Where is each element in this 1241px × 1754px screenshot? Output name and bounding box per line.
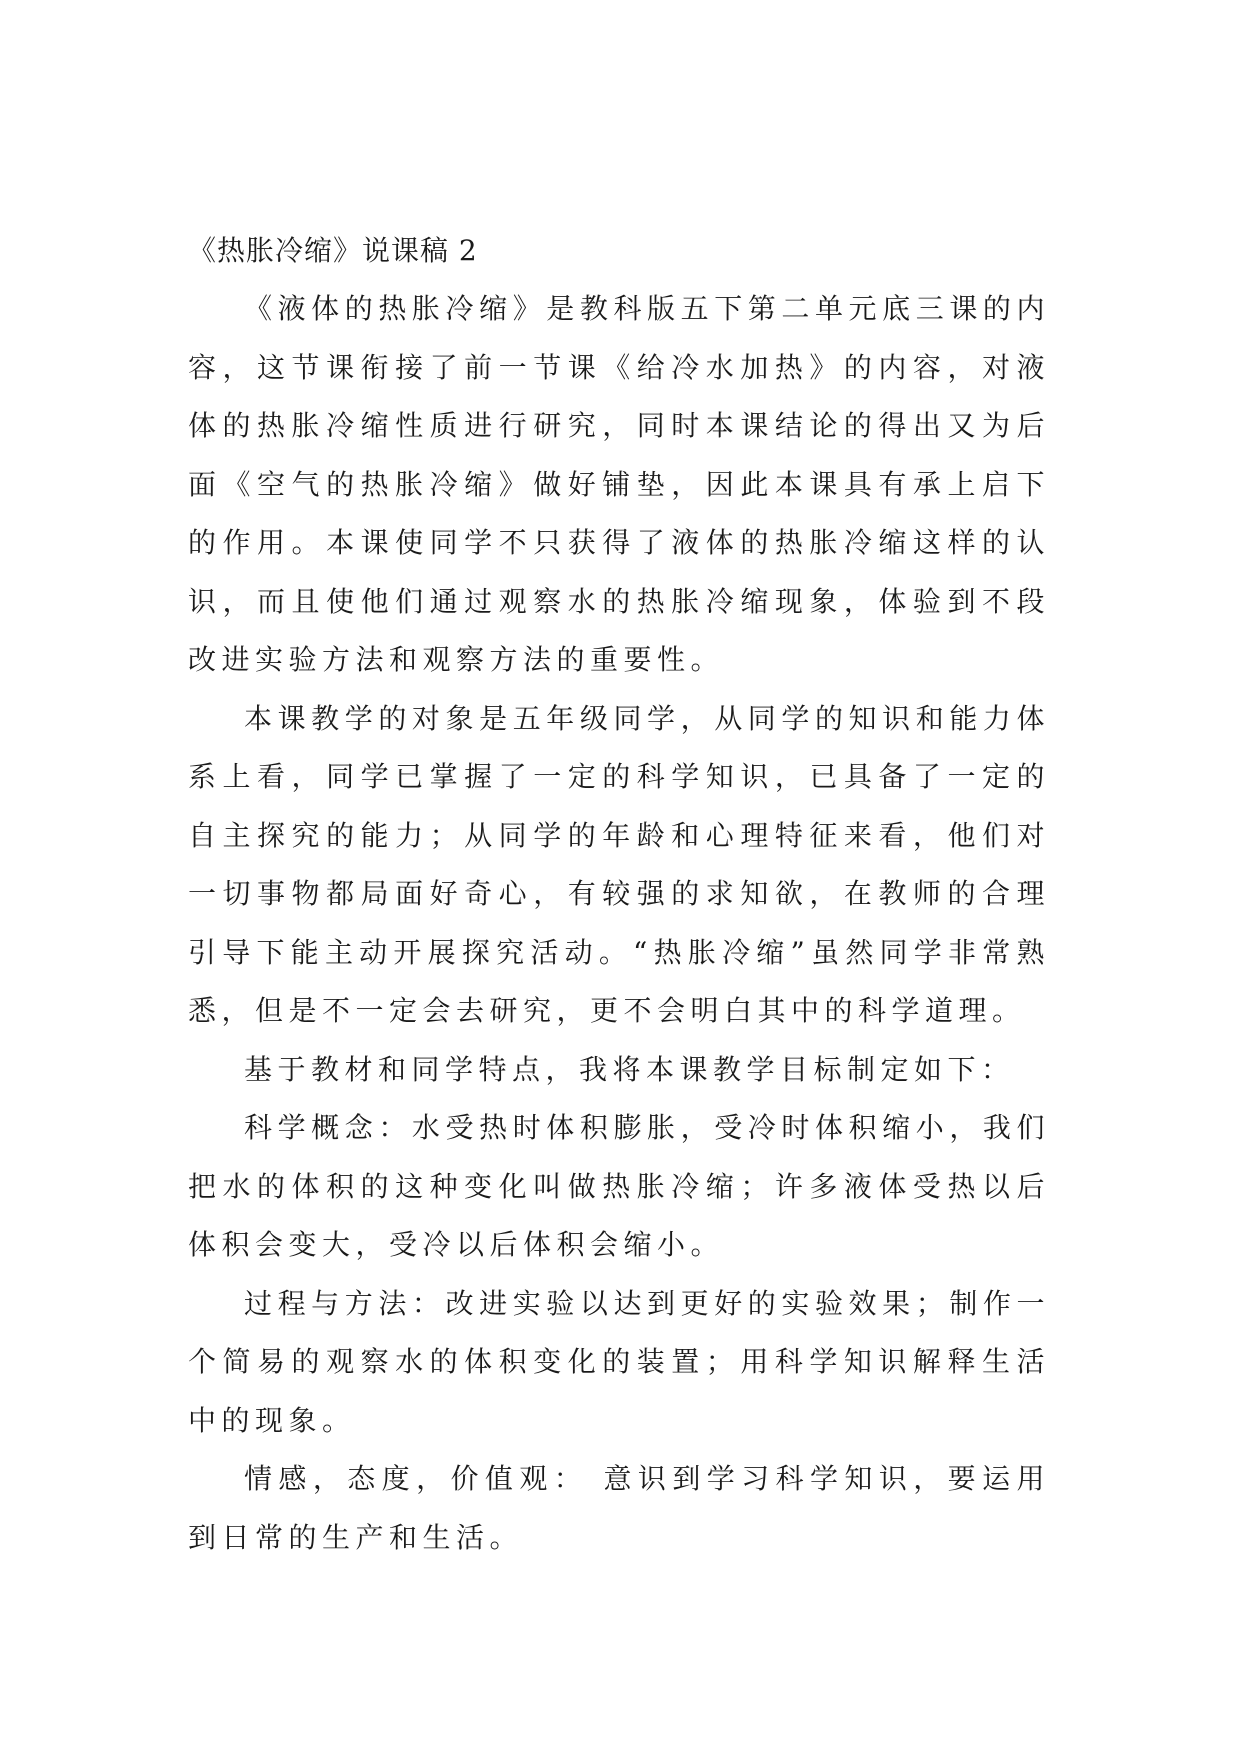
document-body bbox=[188, 222, 1050, 1567]
paragraph-intro: 《液体的热胀冷缩》是教科版五下第二单元底三课的内容，这节课衔接了前一节课《给冷水加热》的内容，对液体的热胀冷缩性质进行研究，同时本课结论的得出又为后面《空气的热胀冷缩》做好铺垫，因此本课具有承上启下的作用。本课使同学不只获得了液体的热胀冷缩这样的认识，而且使他们通过观察水的热胀冷缩现象，体验到不段改进实验方法和观察方法的重要性。 bbox=[188, 292, 1050, 676]
paragraph-science-concept: 科学概念：水受热时体积膨胀，受冷时体积缩小，我们把水的体积的这种变化叫做热胀冷缩；许多液体受热以后体积会变大，受冷以后体积会缩小。 bbox=[188, 1111, 1050, 1261]
paragraph-students: 本课教学的对象是五年级同学，从同学的知识和能力体系上看，同学已掌握了一定的科学知识，已具备了一定的自主探究的能力；从同学的年龄和心理特征来看，他们对一切事物都局面好奇心，有较强的求知欲，在教师的合理引导下能主动开展探究活动。“热胀冷缩”虽然同学非常熟悉，但是不一定会去研究，更不会明白其中的科学道理。 bbox=[188, 701, 1050, 1027]
paragraph-attitude-values: 情感，态度，价值观： 意识到学习科学知识，要运用到日常的生产和生活。 bbox=[188, 1462, 1050, 1554]
paragraph-objectives-intro: 基于教材和同学特点，我将本课教学目标制定如下： bbox=[244, 1052, 1015, 1086]
paragraph-process-method: 过程与方法：改进实验以达到更好的实验效果；制作一个简易的观察水的体积变化的装置；用科学知识解释生活中的现象。 bbox=[188, 1286, 1050, 1437]
document-title: 《热胀冷缩》说课稿 2 bbox=[188, 234, 478, 267]
